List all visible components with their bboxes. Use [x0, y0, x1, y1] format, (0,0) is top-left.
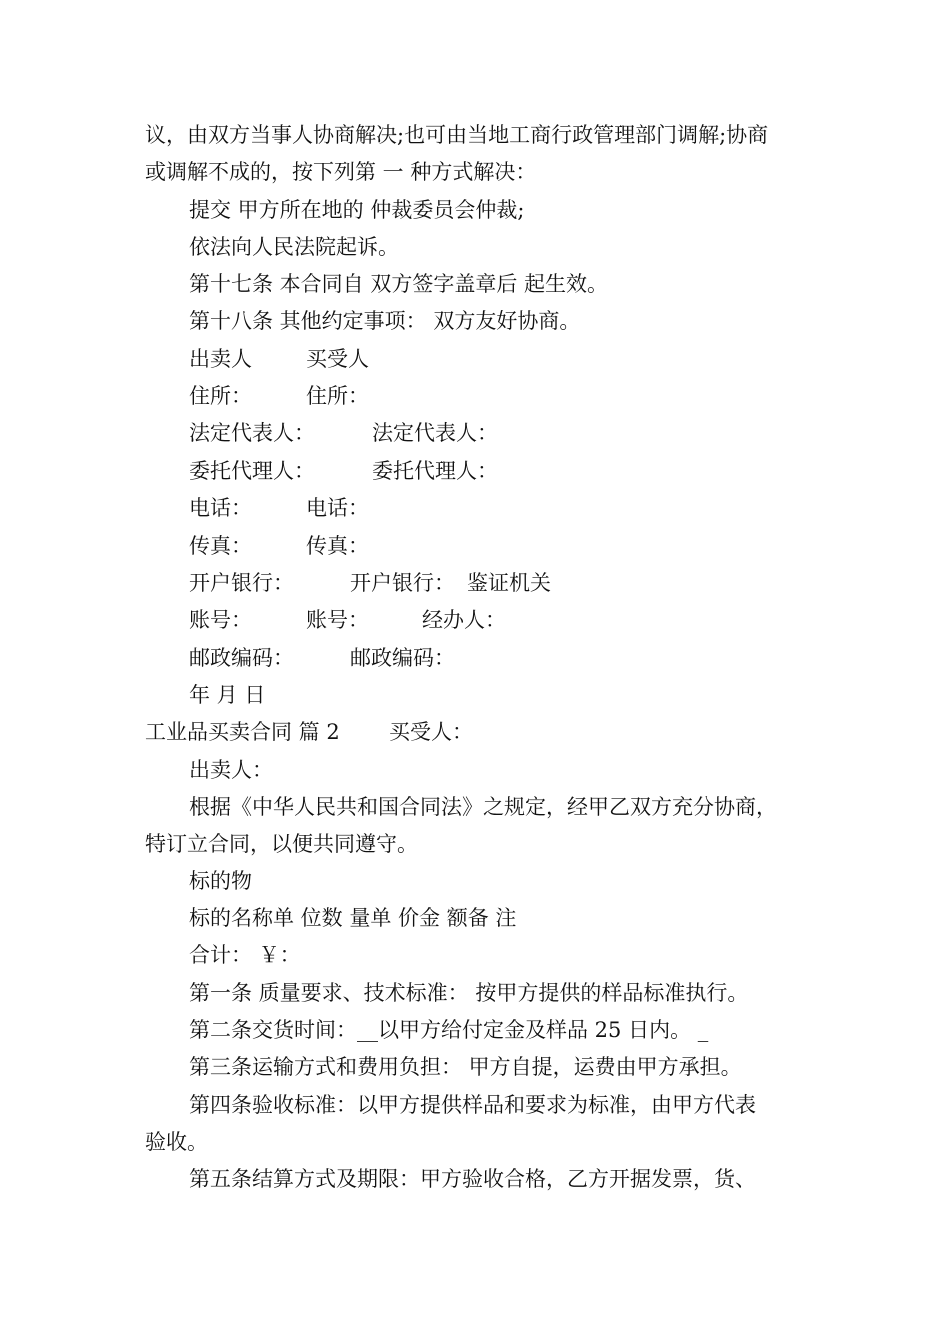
buyer-phone-label: 电话：	[306, 496, 369, 520]
buyer-agent-label: 委托代理人：	[372, 459, 498, 483]
buyer-bank-label: 开户银行：	[350, 571, 455, 595]
seller-postcode-label: 邮政编码：	[189, 646, 294, 670]
paragraph-line: 特订立合同，以便共同遵守。	[145, 832, 418, 856]
seller-legal-rep-label: 法定代表人：	[189, 421, 315, 445]
article-2: 第二条交货时间：__以甲方给付定金及样品 25 日内。 _	[189, 1018, 709, 1042]
handler-label: 经办人：	[422, 608, 506, 632]
seller-bank-label: 开户银行：	[189, 571, 294, 595]
paragraph-line: 提交 甲方所在地的 仲裁委员会仲裁;	[189, 198, 525, 222]
signature-row-phone	[189, 494, 369, 522]
signature-row-legal-rep	[189, 419, 498, 447]
notary-label: 鉴证机关	[467, 571, 551, 595]
buyer-account-label: 账号：	[306, 608, 369, 632]
article-18: 第十八条 其他约定事项： 双方友好协商。	[189, 309, 581, 333]
paragraph-line: 或调解不成的，按下列第 一 种方式解决：	[145, 160, 537, 184]
paragraph-line: 依法向人民法院起诉。	[189, 235, 399, 259]
seller-phone-label: 电话：	[189, 496, 252, 520]
paragraph-line: 验收。	[145, 1130, 208, 1154]
paragraph-line: 标的物	[189, 869, 252, 893]
signature-row-address	[189, 382, 369, 410]
total-line: 合计： ￥：	[189, 943, 301, 967]
signature-row-parties	[189, 345, 369, 373]
signature-row-bank	[189, 569, 551, 597]
paragraph-line: 议，由双方当事人协商解决;也可由当地工商行政管理部门调解;协商	[145, 123, 769, 147]
signature-row-agent	[189, 457, 498, 485]
seller-account-label: 账号：	[189, 608, 252, 632]
section-buyer-label: 买受人：	[389, 720, 473, 744]
buyer-legal-rep-label: 法定代表人：	[372, 421, 498, 445]
date-line: 年 月 日	[189, 683, 266, 707]
article-17: 第十七条 本合同自 双方签字盖章后 起生效。	[189, 272, 609, 296]
buyer-address-label: 住所：	[306, 384, 369, 408]
signature-row-fax	[189, 532, 369, 560]
seller-fax-label: 传真：	[189, 534, 252, 558]
seller-agent-label: 委托代理人：	[189, 459, 315, 483]
seller-address-label: 住所：	[189, 384, 252, 408]
section-seller-label: 出卖人：	[189, 758, 273, 782]
paragraph-line: 根据《中华人民共和国合同法》之规定，经甲乙双方充分协商，	[189, 795, 777, 819]
article-3: 第三条运输方式和费用负担： 甲方自提，运费由甲方承担。	[189, 1055, 742, 1079]
buyer-label: 买受人	[306, 347, 369, 371]
signature-row-account	[189, 606, 506, 634]
section-heading: 工业品买卖合同 篇 2	[145, 720, 340, 744]
article-1: 第一条 质量要求、技术标准： 按甲方提供的样品标准执行。	[189, 981, 749, 1005]
article-4: 第四条验收标准：以甲方提供样品和要求为标准，由甲方代表	[189, 1093, 756, 1117]
seller-label: 出卖人	[189, 347, 252, 371]
buyer-fax-label: 传真：	[306, 534, 369, 558]
section-heading-row	[145, 718, 473, 746]
signature-row-postcode	[189, 644, 455, 672]
buyer-postcode-label: 邮政编码：	[350, 646, 455, 670]
article-5: 第五条结算方式及期限：甲方验收合格，乙方开据发票，货、	[189, 1167, 756, 1191]
goods-table-header: 标的名称单 位数 量单 价金 额备 注	[189, 906, 517, 930]
